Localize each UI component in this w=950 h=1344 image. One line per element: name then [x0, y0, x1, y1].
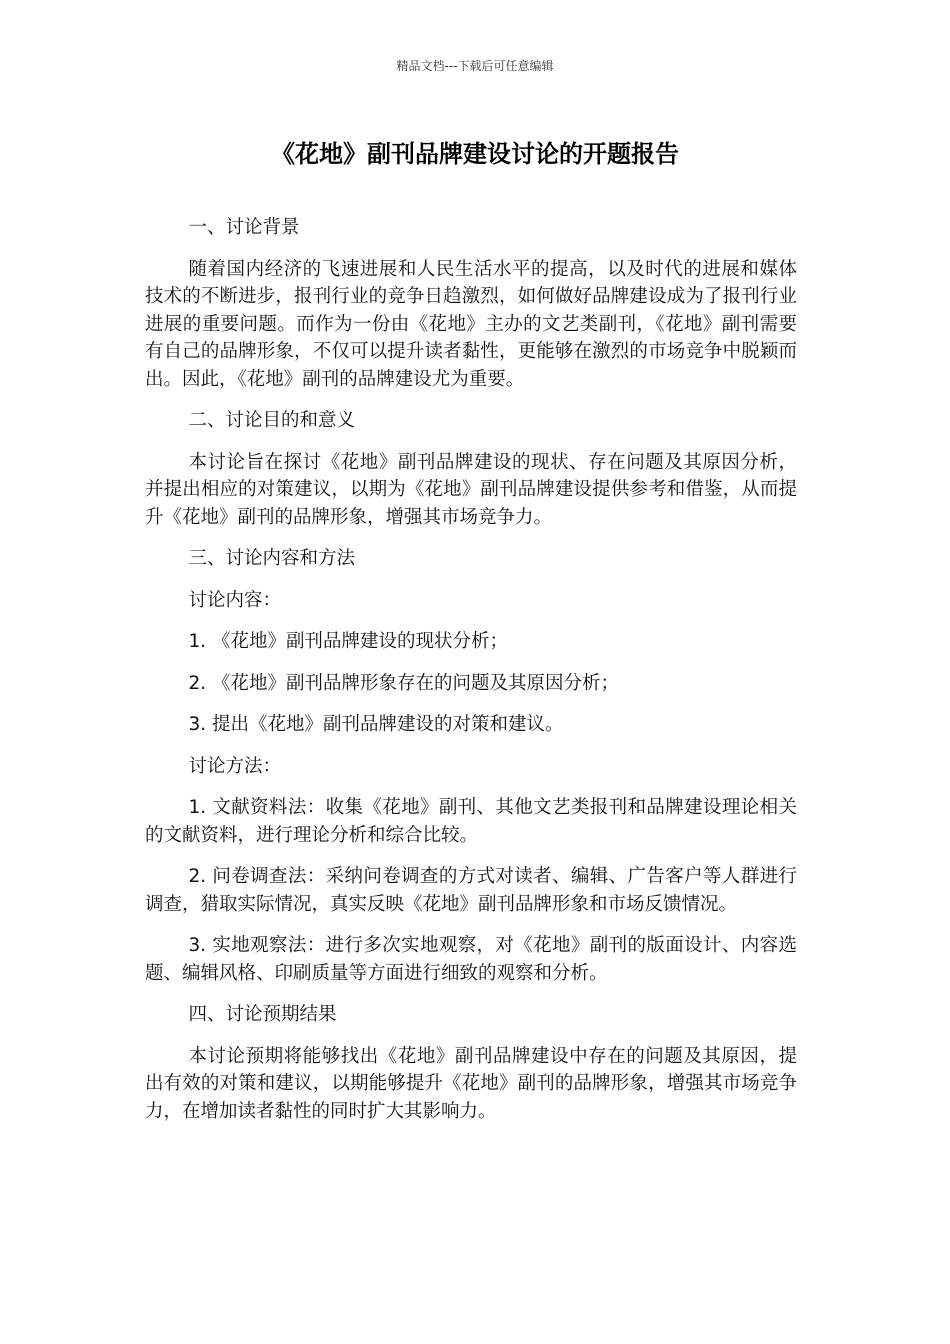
content-item: 1. 《花地》副刊品牌建设的现状分析； — [188, 631, 509, 652]
paragraph-expected-results: 本讨论预期将能够找出《花地》副刊品牌建设中存在的问题及其原因，提出有效的对策和建议，以期能够提升《花地》副刊的品牌形象，增强其市场竞争力，在增加读者黏性的同时扩大其影响力。 — [145, 1045, 797, 1122]
section-heading-background: 一、讨论背景 — [188, 217, 300, 238]
document-title: 《花地》副刊品牌建设讨论的开题报告 — [271, 140, 679, 168]
method-item: 2. 问卷调查法：采纳问卷调查的方式对读者、编辑、广告客户等人群进行调查，猎取实际情况，真实反映《花地》副刊品牌形象和市场反馈情况。 — [145, 866, 797, 915]
method-label: 讨论方法： — [188, 755, 281, 777]
paragraph-background: 随着国内经济的飞速进展和人民生活水平的提高，以及时代的进展和媒体技术的不断进步，报刊行业的竞争日趋激烈，如何做好品牌建设成为了报刊行业进展的重要问题。而作为一份由《花地》主办的文艺类副刊，《花地》副刊需要有自己的品牌形象，不仅可以提升读者黏性，更能够在激烈的市场竞争中脱颖而出。因此，《花地》副刊的品牌建设尤为重要。 — [145, 258, 797, 390]
content-item: 2. 《花地》副刊品牌形象存在的问题及其原因分析； — [188, 672, 620, 694]
paragraph-purpose: 本讨论旨在探讨《花地》副刊品牌建设的现状、存在问题及其原因分析，并提出相应的对策建议，以期为《花地》副刊品牌建设提供参考和借鉴，从而提升《花地》副刊的品牌形象，增强其市场竞争力。 — [145, 451, 797, 528]
section-heading-purpose: 二、讨论目的和意义 — [188, 410, 355, 431]
content-label: 讨论内容： — [188, 589, 281, 611]
method-item: 1. 文献资料法：收集《花地》副刊、其他文艺类报刊和品牌建设理论相关的文献资料，进行理论分析和综合比较。 — [145, 797, 797, 846]
method-item: 3. 实地观察法：进行多次实地观察，对《花地》副刊的版面设计、内容选题、编辑风格、印刷质量等方面进行细致的观察和分析。 — [145, 935, 797, 984]
page-header: 精品文档---下载后可任意编辑 — [396, 59, 554, 73]
document-body — [145, 214, 797, 1139]
section-heading-content-method: 三、讨论内容和方法 — [188, 548, 355, 569]
section-heading-expected-results: 四、讨论预期结果 — [188, 1004, 337, 1025]
content-item: 3. 提出《花地》副刊品牌建设的对策和建议。 — [188, 714, 564, 735]
